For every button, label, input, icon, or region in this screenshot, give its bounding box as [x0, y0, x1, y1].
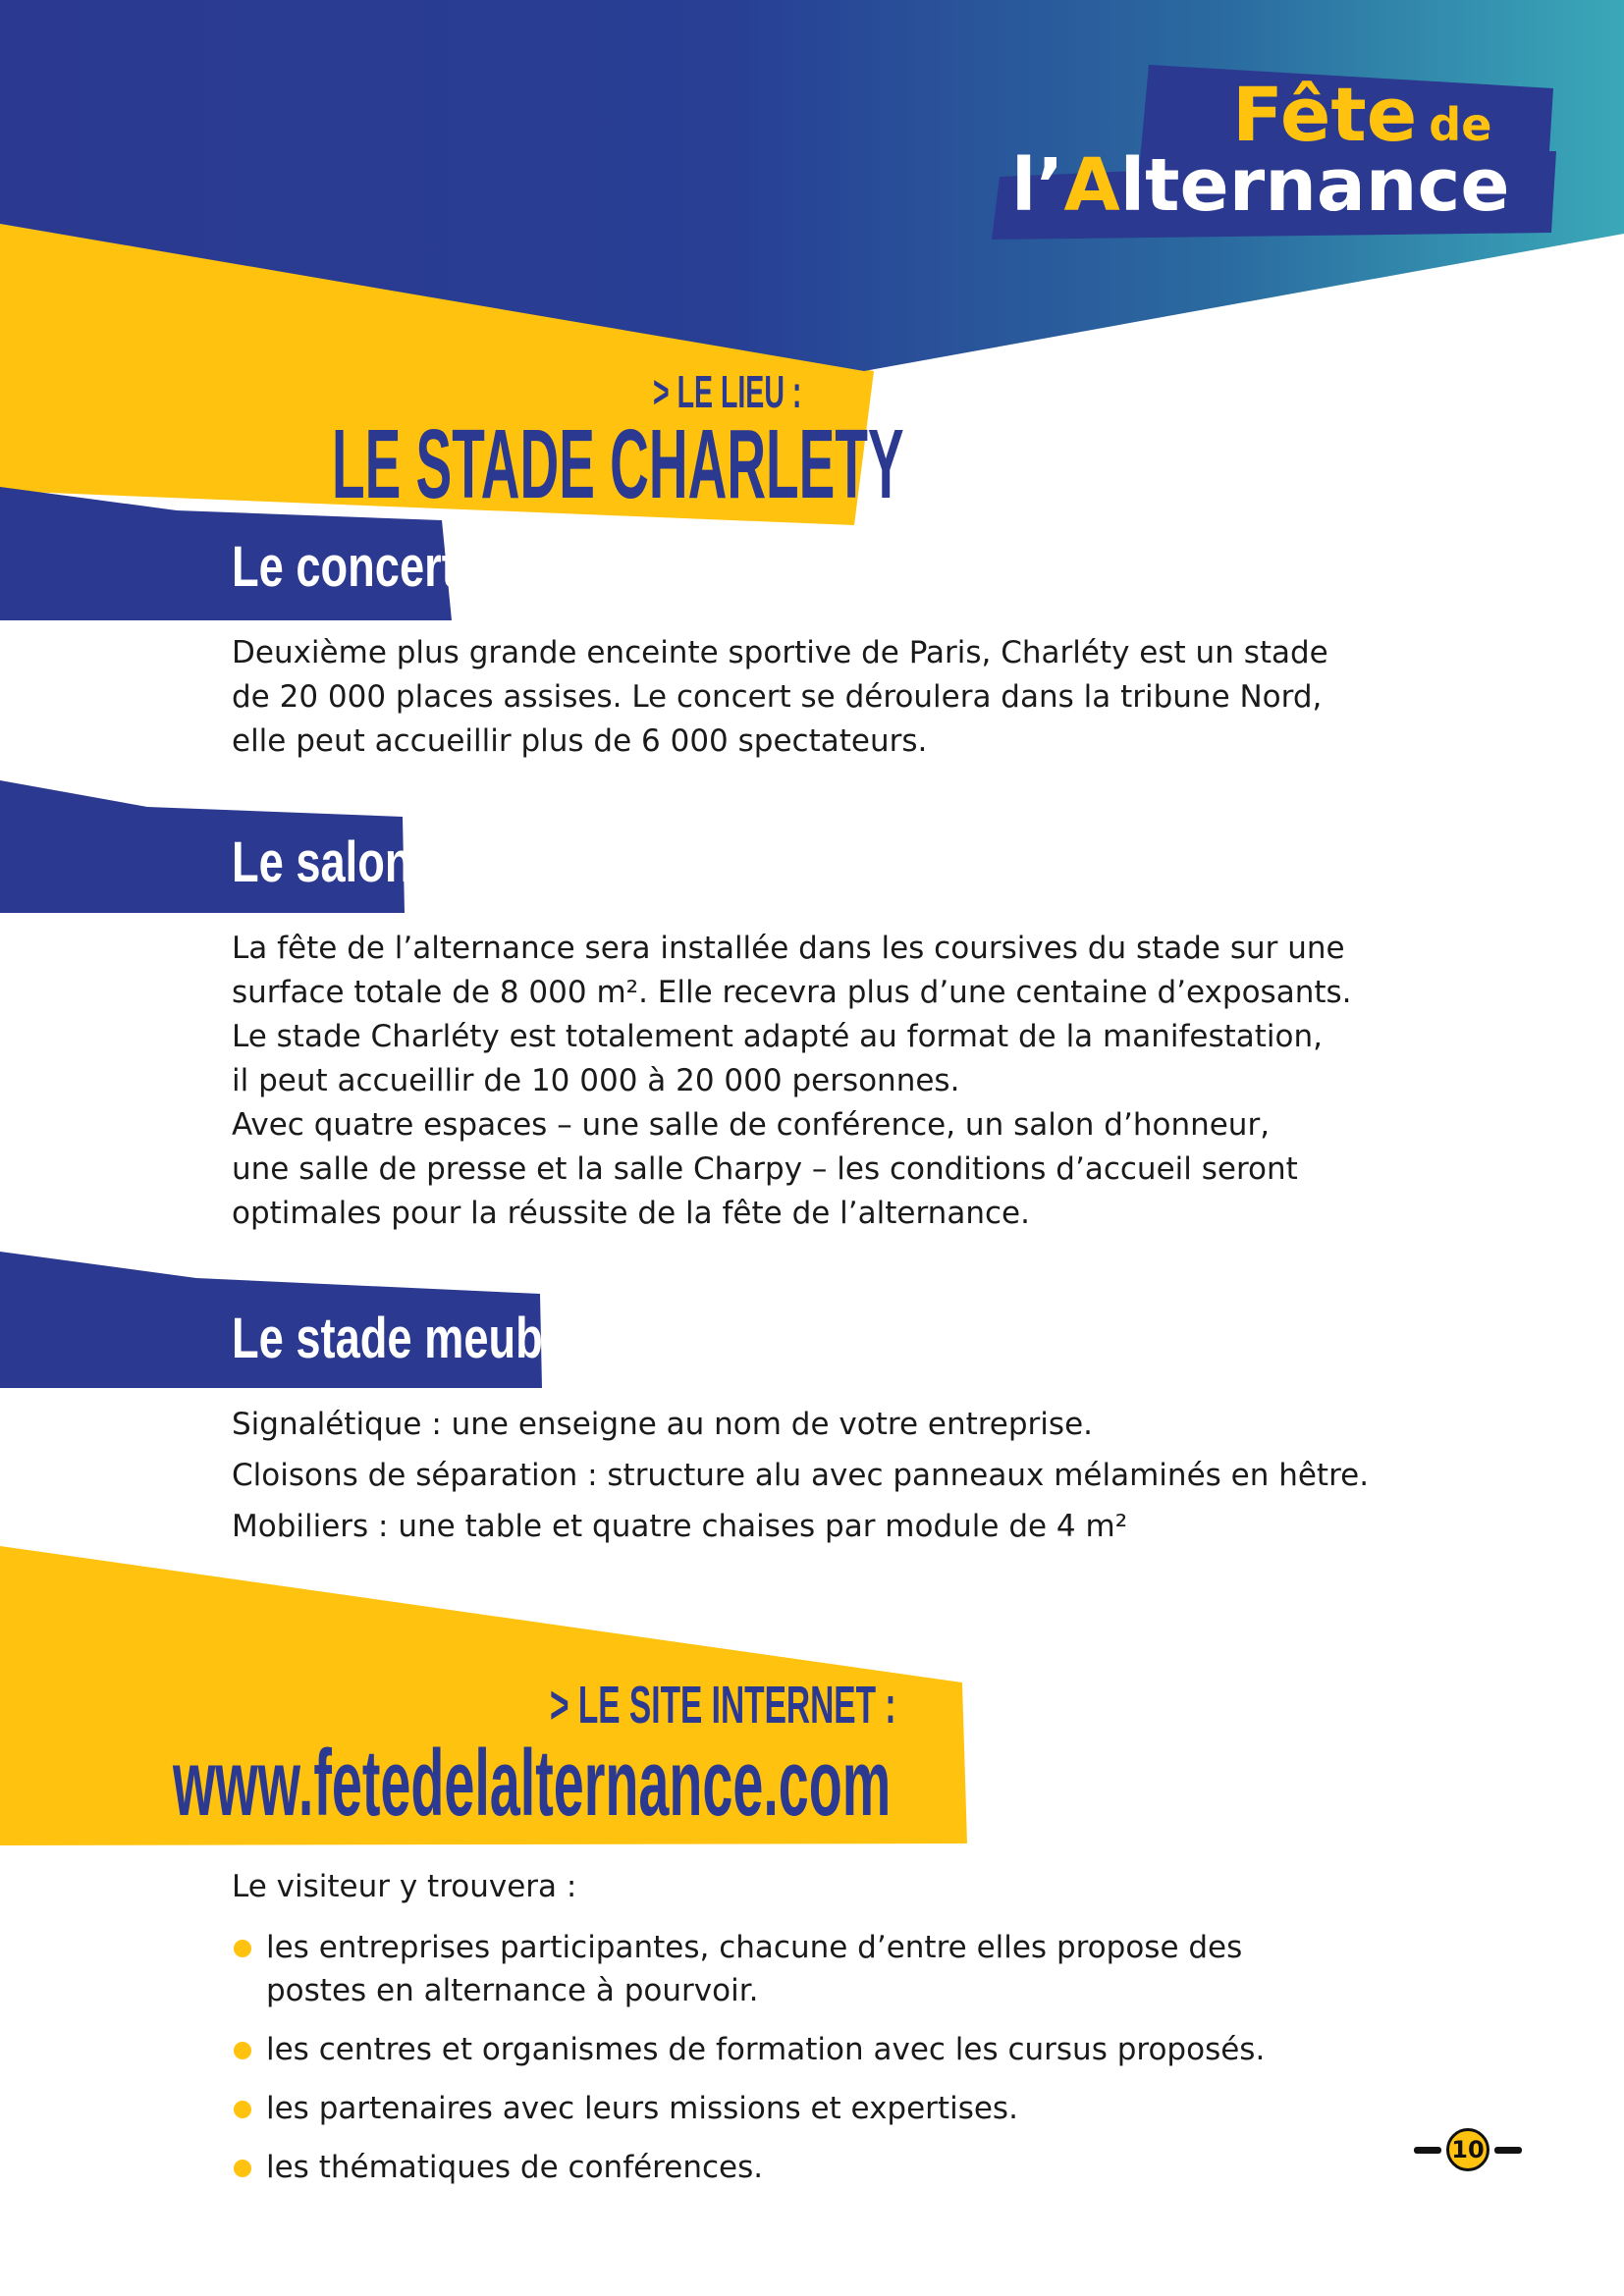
logo-prefix: l’ [1011, 143, 1064, 228]
list-item [232, 1926, 1265, 2012]
text-line: Avec quatre espaces – une salle de conférence, un salon d’honneur, [232, 1107, 1271, 1143]
text-line: Signalétique : une enseigne au nom de votre entreprise. [232, 1407, 1093, 1442]
list-item-text: les partenaires avec leurs missions et expertises. [266, 2091, 1018, 2126]
list-item-text: postes en alternance à pourvoir. [266, 1973, 759, 2008]
list-item-text: les entreprises participantes, chacune d’entre elles propose des [266, 1930, 1243, 1965]
list-item [232, 2087, 1265, 2130]
text-line: une salle de presse et la salle Charpy – les conditions d’accueil seront [232, 1151, 1298, 1187]
stade-meuble-text [232, 1399, 1369, 1552]
text-line: Le stade Charléty est totalement adapté au format de la manifestation, [232, 1019, 1324, 1054]
website-bullet-list [232, 1926, 1265, 2205]
page-number [1414, 2128, 1532, 2171]
text-line: Mobiliers : une table et quatre chaises par module de 4 m² [232, 1509, 1128, 1544]
salon-text [232, 927, 1352, 1236]
website-intro: Le visiteur y trouvera : [232, 1869, 577, 1904]
logo-word-fete: Fête [1232, 71, 1418, 158]
logo-word-rest: lternance [1119, 143, 1510, 228]
text-line: optimales pour la réussite de la fête de l’alternance. [232, 1196, 1030, 1231]
event-logo [992, 61, 1556, 242]
text-line: La fête de l’alternance sera installée dans les coursives du stade sur une [232, 931, 1345, 966]
venue-kicker: > LE LIEU : [653, 366, 802, 417]
page-number-dash-left [1414, 2147, 1441, 2154]
bullet-dot-icon [234, 2101, 251, 2118]
venue-title: LE STADE CHARLETY [332, 409, 904, 519]
text-line: de 20 000 places assises. Le concert se déroulera dans la tribune Nord, [232, 679, 1323, 715]
list-item [232, 2146, 1265, 2189]
text-line: surface totale de 8 000 m². Elle recevra plus d’une centaine d’exposants. [232, 975, 1352, 1010]
section-title-salon: Le salon [232, 830, 412, 894]
section-title-stade-meuble: Le stade meublé [232, 1307, 580, 1370]
bullet-dot-icon [234, 1940, 251, 1957]
bullet-dot-icon [234, 2160, 251, 2177]
text-line: Deuxième plus grande enceinte sportive de Paris, Charléty est un stade [232, 635, 1328, 670]
section-title-concert: Le concert [232, 535, 457, 599]
concert-text [232, 631, 1328, 764]
website-kicker: > LE SITE INTERNET : [550, 1676, 896, 1735]
logo-accent-letter: A [1063, 143, 1120, 228]
list-item-text: les centres et organismes de formation avec les cursus proposés. [266, 2032, 1266, 2067]
logo-word-de: de [1429, 98, 1492, 151]
text-line: il peut accueillir de 10 000 à 20 000 personnes. [232, 1063, 960, 1098]
list-item-text: les thématiques de conférences. [266, 2150, 764, 2185]
website-url[interactable]: www.fetedelalternance.com [173, 1731, 892, 1836]
page-number-badge: 10 [1446, 2128, 1489, 2171]
list-item [232, 2028, 1265, 2071]
text-line: elle peut accueillir plus de 6 000 spectateurs. [232, 723, 928, 759]
page-number-dash-right [1494, 2147, 1522, 2154]
text-line: Cloisons de séparation : structure alu avec panneaux mélaminés en hêtre. [232, 1458, 1370, 1493]
bullet-dot-icon [234, 2042, 251, 2059]
logo-line-2 [1011, 143, 1510, 228]
